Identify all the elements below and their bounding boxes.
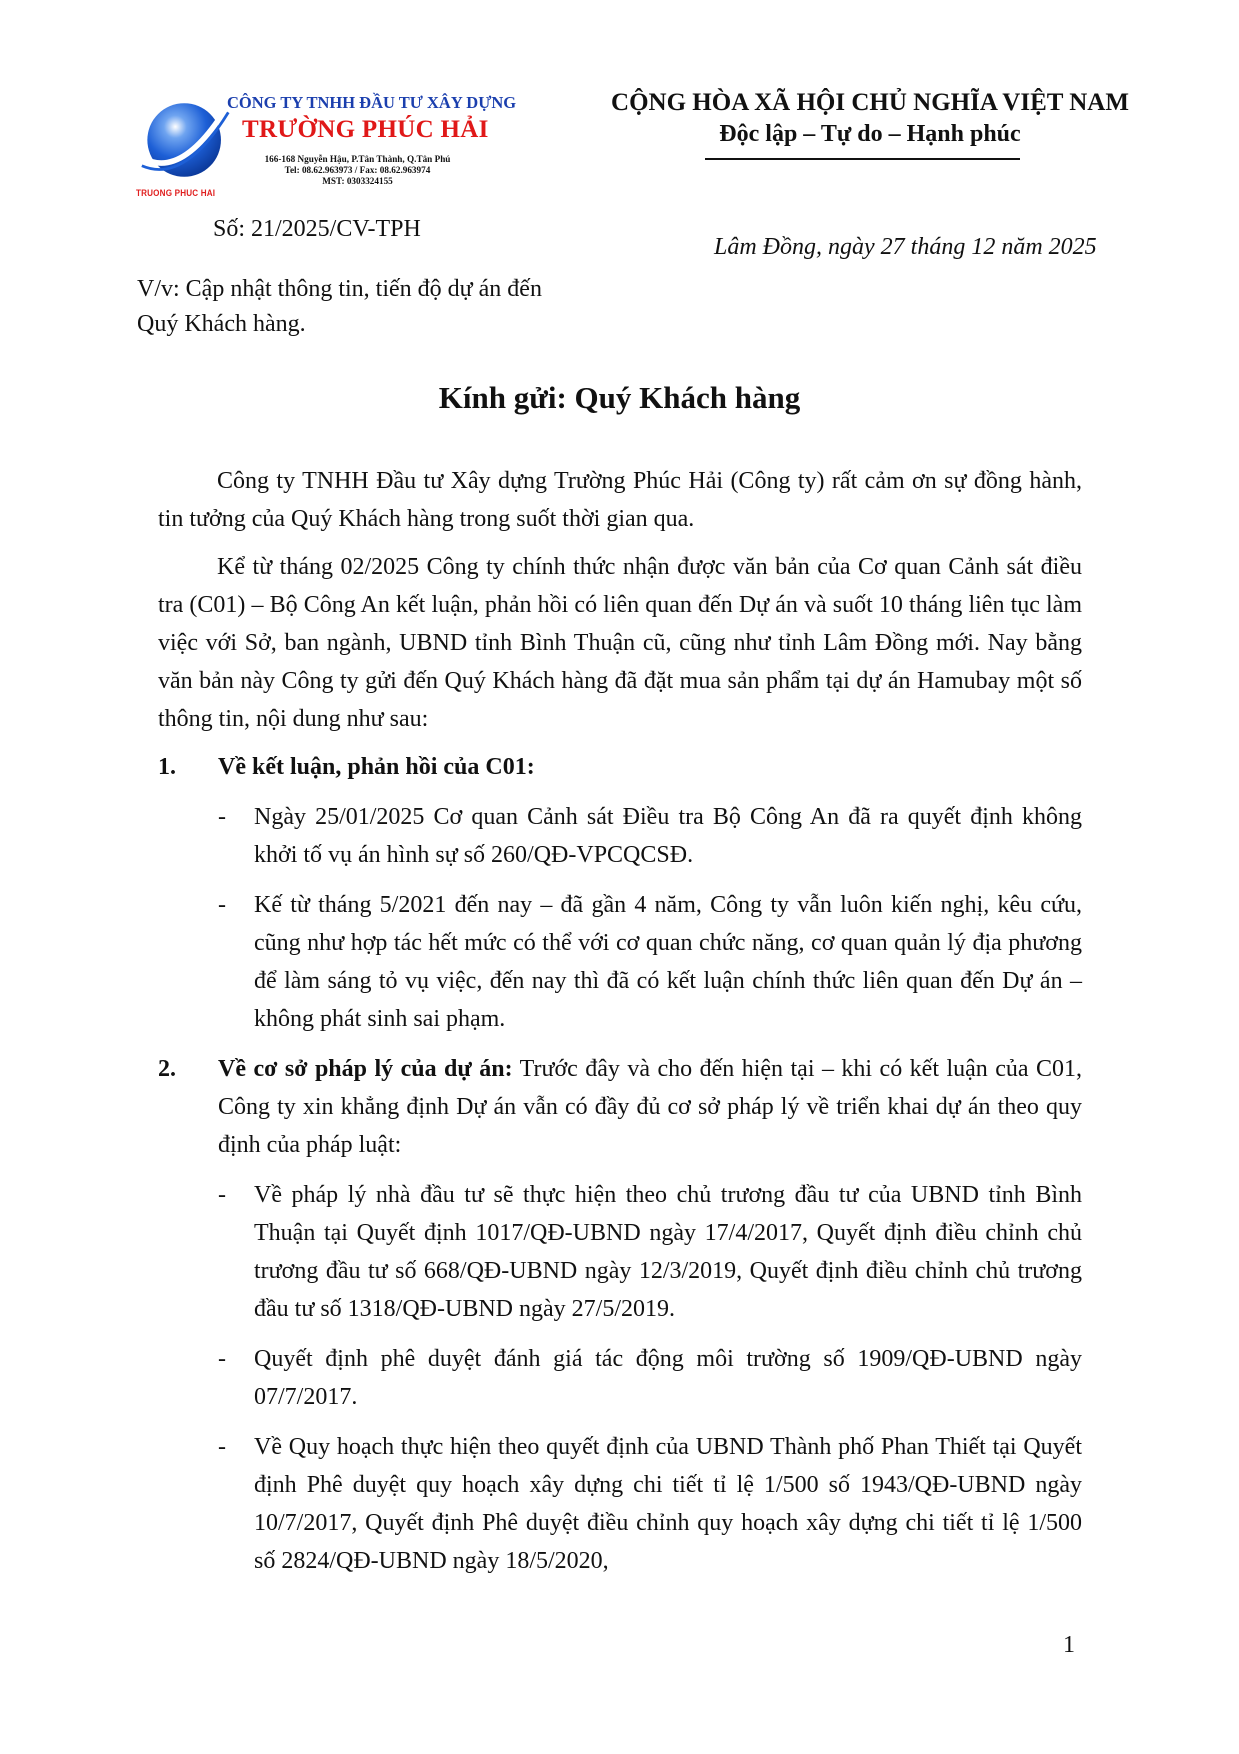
- list-item: [158, 1340, 1082, 1416]
- globe-logo-icon: [140, 94, 232, 186]
- company-contact: [230, 154, 485, 187]
- company-tax-code: MST: 0303324155: [322, 176, 393, 186]
- list-item: [158, 886, 1082, 1038]
- section-title: Về cơ sở pháp lý của dự án:: [218, 1056, 513, 1082]
- document-body: [158, 462, 1082, 1592]
- dash-bullet: -: [218, 892, 226, 918]
- list-item: [158, 798, 1082, 874]
- section-heading: [158, 1050, 1082, 1164]
- company-type: CÔNG TY TNHH ĐẦU TƯ XÂY DỰNG: [227, 93, 517, 112]
- list-item: [158, 1176, 1082, 1328]
- company-letterhead: [130, 88, 540, 198]
- list-item-text: Kế từ tháng 5/2021 đến nay – đã gần 4 năm, Công ty vẫn luôn kiến nghị, kêu cứu, cũng như hợp tác hết mức có thể với cơ quan chức năng, cơ quan quản lý địa phương để làm sáng tỏ vụ việc, đến nay thì đã có kết luận chính thức liên quan đến Dự án – không phát sinh sai phạm.: [254, 892, 1082, 1032]
- section-1: [158, 748, 1082, 1038]
- document-number: Số: 21/2025/CV-TPH: [213, 216, 421, 242]
- list-item-text: Ngày 25/01/2025 Cơ quan Cảnh sát Điều tra Bộ Công An đã ra quyết định không khởi tố vụ án hình sự số 260/QĐ-VPCQCSĐ.: [254, 804, 1082, 868]
- list-item-text: Về Quy hoạch thực hiện theo quyết định của UBND Thành phố Phan Thiết tại Quyết định Phê duyệt quy hoạch xây dựng chi tiết tỉ lệ 1/500 số 1943/QĐ-UBND ngày 10/7/2017, Quyết định Phê duyệt điều chỉnh quy hoạch xây dựng chi tiết tỉ lệ 1/500 số 2824/QĐ-UBND ngày 18/5/2020,: [254, 1434, 1082, 1574]
- page-number: 1: [1063, 1632, 1075, 1658]
- company-name: TRƯỜNG PHÚC HẢI: [242, 116, 489, 143]
- section-intro: Trước đây và cho đến hiện tại – khi có kết luận của C01, Công ty xin khẳng định Dự án vẫn có đầy đủ cơ sở pháp lý về triển khai dự án theo quy định của pháp luật:: [218, 1056, 1083, 1158]
- company-phone-fax: Tel: 08.62.963973 / Fax: 08.62.963974: [284, 165, 431, 175]
- national-header: [570, 88, 1170, 150]
- list-item-text: Về pháp lý nhà đầu tư sẽ thực hiện theo chủ trương đầu tư của UBND tỉnh Bình Thuận tại Quyết định 1017/QĐ-UBND ngày 17/4/2017, Quyết định điều chỉnh chủ trương đầu tư số 668/QĐ-UBND ngày 12/3/2019, Quyết định điều chỉnh chủ trương đầu tư số 1318/QĐ-UBND ngày 27/5/2019.: [254, 1182, 1082, 1322]
- logo-caption: TRUONG PHUC HAI: [136, 188, 216, 198]
- section-number: 2.: [158, 1056, 176, 1082]
- document-subject: V/v: Cập nhật thông tin, tiến độ dự án đến Quý Khách hàng.: [137, 276, 542, 337]
- dash-bullet: -: [218, 1434, 226, 1460]
- dash-bullet: -: [218, 1346, 226, 1372]
- place-date: Lâm Đồng, ngày 27 tháng 12 năm 2025: [714, 234, 1097, 260]
- section-heading: [158, 748, 1082, 786]
- greeting: Kính gửi: Quý Khách hàng: [438, 380, 801, 415]
- national-motto: Độc lập – Tự do – Hạnh phúc: [719, 121, 1021, 147]
- section-number: 1.: [158, 754, 176, 780]
- section-2: [158, 1050, 1082, 1580]
- section-title: Về kết luận, phản hồi của C01:: [218, 754, 535, 780]
- dash-bullet: -: [218, 804, 226, 830]
- company-address: 166-168 Nguyễn Hậu, P.Tân Thành, Q.Tân Phú: [264, 154, 451, 164]
- motto-underline: [705, 158, 1020, 160]
- list-item: [158, 1428, 1082, 1580]
- list-item-text: Quyết định phê duyệt đánh giá tác động môi trường số 1909/QĐ-UBND ngày 07/7/2017.: [254, 1346, 1082, 1410]
- paragraph: Công ty TNHH Đầu tư Xây dựng Trường Phúc Hải (Công ty) rất cảm ơn sự đồng hành, tin tưởng của Quý Khách hàng trong suốt thời gian qua.: [158, 468, 1082, 532]
- paragraph: Kể từ tháng 02/2025 Công ty chính thức nhận được văn bản của Cơ quan Cảnh sát điều tra (C01) – Bộ Công An kết luận, phản hồi có liên quan đến Dự án và suốt 10 tháng liên tục làm việc với Sở, ban ngành, UBND tỉnh Bình Thuận cũ, cũng như tỉnh Lâm Đồng mới. Nay bằng văn bản này Công ty gửi đến Quý Khách hàng đã đặt mua sản phẩm tại dự án Hamubay một số thông tin, nội dung như sau:: [158, 554, 1082, 732]
- dash-bullet: -: [218, 1182, 226, 1208]
- national-title: CỘNG HÒA XÃ HỘI CHỦ NGHĨA VIỆT NAM: [611, 89, 1129, 116]
